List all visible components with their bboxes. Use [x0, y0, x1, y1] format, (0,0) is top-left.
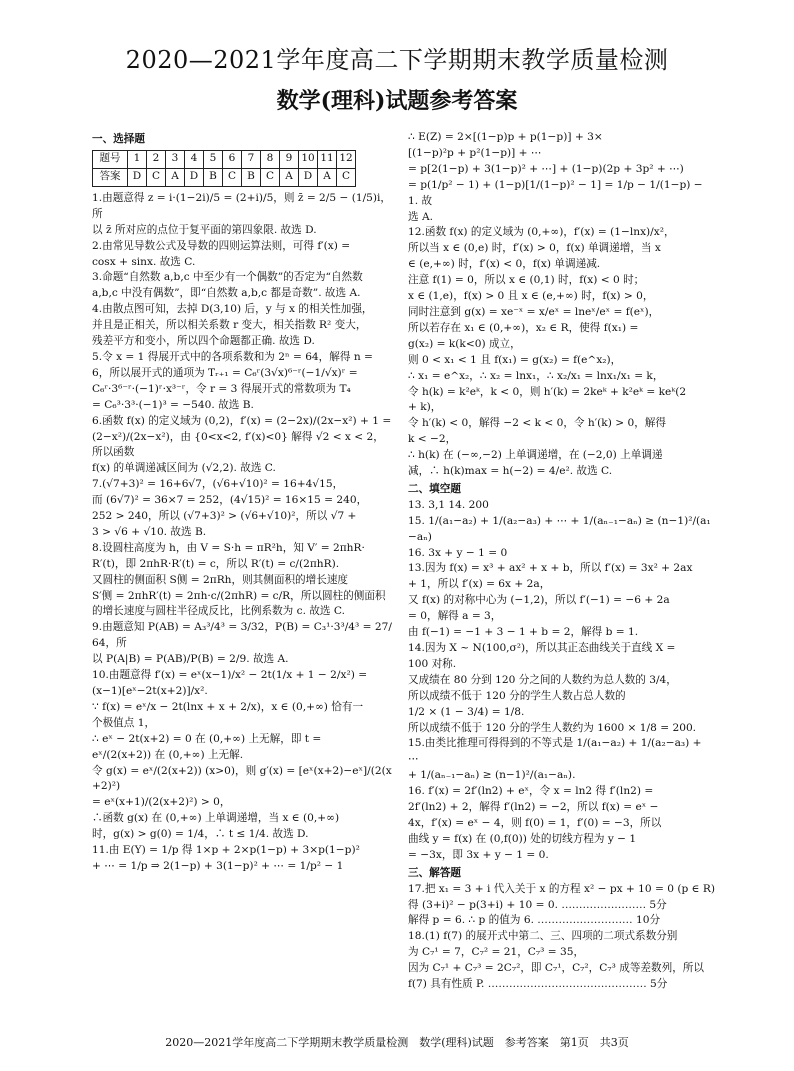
solution-line: 6.函数 f(x) 的定义域为 (0,2)，f′(x) = (2−2x)/(2x−x²) + 1 = [92, 414, 392, 427]
solution-line: 所以当 x ∈ (0,e) 时，f′(x) > 0，f(x) 单调递增，当 x [408, 242, 661, 255]
solution-line: 的增长速度与圆柱半径成反比，比例系数为 c. 故选 C. [92, 605, 345, 618]
solution-line: 1.由题意得 z = i·(1−2i)/5 = (2+i)/5，则 z̄ = 2/5 − (1/5)i，所 [92, 191, 392, 220]
solution-line: ∴ E(Z) = 2×[(1−p)p + p(1−p)] + 3× [408, 131, 603, 143]
solution-line: ∈ (e,+∞) 时，f′(x) < 0，f(x) 单调递减. [408, 258, 601, 271]
table-row-label: 题号 [93, 150, 128, 168]
solution-line: ∴ x₁ = e^x₂，∴ x₂ = lnx₁，∴ x₂/x₁ = lnx₁/x₁ = k， [408, 369, 664, 382]
table-cell: B [204, 168, 223, 186]
solution-line: 令 g(x) = eˣ/(2(x+2)) (x>0)，则 g′(x) = [eˣ(x+2)−eˣ]/(2(x+2)²) [92, 764, 392, 793]
solution-line: [(1−p)²p + p²(1−p)] + ⋯ [408, 146, 542, 159]
solution-line: 注意 f(1) = 0，所以 x ∈ (0,1) 时，f(x) < 0 时； [408, 274, 645, 287]
solution-line: 三、解答题 [408, 866, 461, 879]
table-cell: B [242, 168, 261, 186]
solution-line: 又成绩在 80 分到 120 分之间的人数约为总人数的 3/4， [408, 673, 677, 686]
solution-line: 以 z̄ 所对应的点位于复平面的第四象限. 故选 D. [92, 223, 317, 236]
table-cell: C [337, 168, 356, 186]
table-cell: C [147, 168, 166, 186]
solution-line: 17.把 x₁ = 3 + i 代入关于 x 的方程 x² − px + 10 = 0 (p ∈ R) [408, 882, 715, 895]
solution-line: 并且是正相关，所以相关系数 r 变大，相关指数 R² 变大， [92, 319, 367, 332]
solution-line: 为 C₇¹ = 7，C₇² = 21，C₇³ = 35， [408, 946, 585, 959]
solution-line: ∴ eˣ − 2t(x+2) = 0 在 (0,+∞) 上无解，即 t = [92, 732, 322, 745]
table-cell: 12 [337, 150, 356, 168]
table-cell: D [299, 168, 318, 186]
solution-line: eˣ/(2(x+2)) 在 (0,+∞) 上无解. [92, 748, 244, 761]
solution-line: 减，∴ h(k)max = h(−2) = 4/e². 故选 C. [408, 465, 613, 478]
table-cell: 7 [242, 150, 261, 168]
solution-line: 4x，f′(x) = eˣ − 4，则 f(0) = 1，f′(0) = −3，所以 [408, 816, 662, 829]
left-solutions [92, 191, 394, 875]
solution-line: 12.函数 f(x) 的定义域为 (0,+∞)，f′(x) = (1−lnx)/x²， [408, 226, 675, 239]
solution-line: 6，所以展开式的通项为 Tᵣ₊₁ = C₆ʳ(3√x)⁶⁻ʳ(−1/√x)ʳ = [92, 366, 358, 379]
solution-line: ∵ f(x) = eˣ/x − 2t(lnx + x + 2/x)，x ∈ (0,+∞) 恰有一 [92, 700, 364, 713]
solution-line: 3 > √6 + √10. 故选 B. [92, 525, 207, 538]
solution-line: 令 h(k) = k²eᵏ，k < 0，则 h′(k) = 2keᵏ + k²eᵏ = keᵏ(2 [408, 385, 687, 398]
solution-line: 13.因为 f(x) = x³ + ax² + x + b，所以 f′(x) = 3x² + 2ax [408, 562, 693, 575]
solution-line: cosx + sinx. 故选 C. [92, 255, 196, 268]
solution-line: + 1，所以 f′(x) = 6x + 2a， [408, 578, 551, 591]
page-footer: 2020—2021学年度高二下学期期末教学质量检测 数学(理科)试题 参考答案 第1页 共3页 [165, 1036, 629, 1049]
table-cell: D [128, 168, 147, 186]
table-row-label: 答案 [93, 168, 128, 186]
solution-line: 得 (3+i)² − p(3+i) + 10 = 0. …………………… 5分 [408, 898, 667, 911]
solution-line: 曲线 y = f(x) 在 (0,f(0)) 处的切线方程为 y − 1 [408, 832, 637, 845]
solution-line: 而 (6√7)² = 36×7 = 252，(4√15)² = 16×15 = 240， [92, 494, 368, 507]
section-heading-choice: 一、选择题 [92, 133, 145, 145]
solution-line: 以 P(A|B) = P(AB)/P(B) = 2/9. 故选 A. [92, 653, 289, 666]
solution-line: + ⋯ = 1/p ⇒ 2(1−p) + 3(1−p)² + ⋯ = 1/p² − 1 [92, 859, 344, 872]
solution-line: 4.由散点图可知，去掉 D(3,10) 后，y 与 x 的相关性加强， [92, 303, 373, 316]
solution-line: 16. 3x + y − 1 = 0 [408, 546, 508, 559]
solution-line: 令 h′(k) < 0，解得 −2 < k < 0，令 h′(k) > 0，解得 [408, 417, 666, 430]
solution-line: (x−1)[eˣ−2t(x+2)]/x². [92, 685, 208, 697]
answer-table-row-answers [93, 168, 356, 186]
solution-line: 15.由类比推理可得得到的不等式是 1/(a₁−a₂) + 1/(a₂−a₃) + ⋯ [408, 737, 702, 766]
solution-line: 8.设圆柱高度为 h，由 V = S·h = πR²h，知 V′ = 2πhR· [92, 541, 365, 554]
table-cell: C [261, 168, 280, 186]
solution-line: 3.命题“自然数 a,b,c 中至少有一个偶数”的否定为“自然数 [92, 271, 363, 284]
solution-line: R′(t)，即 2πhR·R′(t) = c，所以 R′(t) = c/(2πhR). [92, 557, 340, 570]
solution-line: f(7) 具有性质 P. ……………………………………… 5分 [408, 978, 668, 991]
table-cell: D [185, 168, 204, 186]
solution-line: 11.由 E(Y) = 1/p 得 1×p + 2×p(1−p) + 3×p(1−p)² [92, 844, 360, 857]
solution-line: 18.(1) f(7) 的展开式中第二、三、四项的二项式系数分别 [408, 930, 678, 943]
table-cell: A [318, 168, 337, 186]
solution-line: g(x₂) = k(k<0) 成立， [408, 337, 521, 350]
table-cell: 6 [223, 150, 242, 168]
solution-line: 5.令 x = 1 得展开式中的各项系数和为 2ⁿ = 64，解得 n = [92, 350, 373, 363]
table-cell: 10 [299, 150, 318, 168]
solution-line: = 0，解得 a = 3， [408, 610, 502, 623]
solution-line: 10.由题意得 f′(x) = eˣ(x−1)/x² − 2t(1/x + 1 − 2/x²) = [92, 669, 368, 682]
table-cell: 4 [185, 150, 204, 168]
table-cell: A [166, 168, 185, 186]
table-cell: 1 [128, 150, 147, 168]
solution-line: 14.因为 X ~ N(100,σ²)，所以其正态曲线关于直线 X = [408, 642, 676, 654]
solution-line: 则 0 < x₁ < 1 且 f(x₁) = g(x₂) = f(e^x₂)， [408, 353, 622, 366]
solution-line: 所以成绩不低于 120 分的学生人数约为 1600 × 1/8 = 200. [408, 721, 697, 734]
table-cell: 9 [280, 150, 299, 168]
solution-line: ∴ h(k) 在 (−∞,−2) 上单调递增，在 (−2,0) 上单调递 [408, 449, 663, 462]
page-subtitle: 数学(理科)试题参考答案 [276, 88, 518, 114]
solution-line: 2.由常见导数公式及导数的四则运算法则，可得 f′(x) = [92, 239, 351, 252]
table-cell: 2 [147, 150, 166, 168]
table-cell: 3 [166, 150, 185, 168]
solution-line: 所以成绩不低于 120 分的学生人数占总人数的 [408, 689, 626, 702]
solution-line: 7.(√7+3)² = 16+6√7，(√6+√10)² = 16+4√15， [92, 478, 344, 491]
solution-line: 2f′(ln2) + 2，解得 f′(ln2) = −2，所以 f(x) = eˣ − [408, 801, 659, 814]
solution-line: 又圆柱的侧面积 S侧 = 2πRh，则其侧面积的增长速度 [92, 573, 349, 586]
solution-line: 个极值点 1， [92, 716, 156, 729]
solution-line: 选 A. [408, 210, 433, 223]
solution-line: 因为 C₇¹ + C₇³ = 2C₇²，即 C₇¹，C₇²，C₇³ 成等差数列，所以 [408, 962, 704, 975]
right-column [408, 130, 715, 993]
page-title: 2020—2021学年度高二下学期期末教学质量检测 [125, 46, 669, 74]
solution-line: 同时注意到 g(x) = xe⁻ˣ = x/eˣ = lneˣ/eˣ = f(eˣ)， [408, 305, 660, 318]
solution-line: 二、填空题 [408, 482, 461, 495]
answer-table-row-numbers [93, 150, 356, 168]
solution-line: = −3x，即 3x + y − 1 = 0. [408, 848, 549, 861]
solution-line: 所以若存在 x₁ ∈ (0,+∞)，x₂ ∈ R，使得 f(x₁) = [408, 321, 639, 334]
table-cell: 5 [204, 150, 223, 168]
solution-line: x ∈ (1,e)，f(x) > 0 且 x ∈ (e,+∞) 时，f(x) > 0， [408, 290, 654, 303]
solution-line: 13. 3,1 14. 200 [408, 498, 489, 511]
solution-line: S′侧 = 2πhR′(t) = 2πh·c/(2πhR) = c/R，所以圆柱的侧面积 [92, 589, 386, 602]
solution-line: a,b,c 中没有偶数”，即“自然数 a,b,c 都是奇数”. 故选 A. [92, 287, 361, 300]
solution-line: = p(1/p² − 1) + (1−p)[1/(1−p)² − 1] = 1/p − 1/(1−p) − 1. 故 [408, 178, 703, 207]
solution-line: 15. 1/(a₁−a₂) + 1/(a₂−a₃) + ⋯ + 1/(aₙ₋₁−aₙ) ≥ (n−1)²/(a₁−aₙ) [408, 514, 711, 543]
solution-line: 252 > 240，所以 (√7+3)² > (√6+√10)²，所以 √7 + [92, 510, 357, 523]
table-cell: 11 [318, 150, 337, 168]
solution-line: C₆ʳ·3⁶⁻ʳ·(−1)ʳ·x³⁻ʳ，令 r = 3 得展开式的常数项为 T₄ [92, 382, 351, 395]
table-cell: C [223, 168, 242, 186]
right-solutions [408, 130, 715, 993]
answer-table [92, 150, 356, 187]
solution-line: = p[2(1−p) + 3(1−p)² + ⋯] + (1−p)(2p + 3p² + ⋯) [408, 162, 684, 175]
solution-line: 1/2 × (1 − 3/4) = 1/8. [408, 705, 525, 718]
table-cell: A [280, 168, 299, 186]
solution-line: 解得 p = 6. ∴ p 的值为 6. ……………………… 10分 [408, 914, 661, 927]
solution-line: 100 对称. [408, 657, 457, 670]
solution-line: k < −2， [408, 433, 457, 446]
solution-line: = C₆³·3³·(−1)³ = −540. 故选 B. [92, 398, 254, 411]
solution-line: + k)， [408, 401, 442, 414]
left-column [92, 130, 394, 875]
solution-line: 由 f(−1) = −1 + 3 − 1 + b = 2，解得 b = 1. [408, 626, 639, 639]
solution-line: = eˣ(x+1)/(2(x+2)²) > 0， [92, 796, 231, 809]
solution-line: (2−x²)/(2x−x²)，由 {0<x<2, f′(x)<0} 解得 √2 < x < 2，所以函数 [92, 430, 384, 459]
table-cell: 8 [261, 150, 280, 168]
solution-line: ∴函数 g(x) 在 (0,+∞) 上单调递增，当 x ∈ (0,+∞) [92, 812, 340, 825]
solution-line: + 1/(aₙ₋₁−aₙ) ≥ (n−1)²/(a₁−aₙ). [408, 769, 576, 782]
solution-line: f(x) 的单调递减区间为 (√2,2). 故选 C. [92, 462, 276, 475]
solution-line: 时，g(x) > g(0) = 1/4，∴ t ≤ 1/4. 故选 D. [92, 828, 309, 841]
solution-line: 又 f(x) 的对称中心为 (−1,2)，所以 f′(−1) = −6 + 2a [408, 594, 670, 607]
solution-line: 9.由题意知 P(AB) = A₃³/4³ = 3/32，P(B) = C₃¹·3³/4³ = 27/64，所 [92, 621, 392, 650]
solution-line: 残差平方和变小，所以四个命题都正确. 故选 D. [92, 335, 315, 348]
solution-line: 16. f′(x) = 2f′(ln2) + eˣ，令 x = ln2 得 f′(ln2) = [408, 785, 654, 798]
